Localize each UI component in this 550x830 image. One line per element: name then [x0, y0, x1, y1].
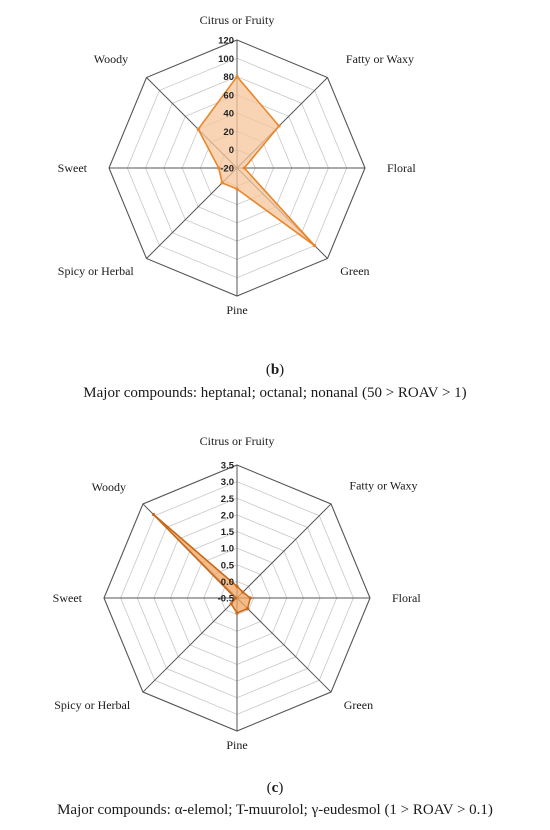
data-point — [235, 611, 238, 614]
axis-label: Sweet — [57, 161, 87, 175]
data-point — [313, 244, 316, 247]
data-point — [221, 181, 224, 184]
caption-letter-c: (c) — [266, 780, 284, 796]
tick-label: 80 — [223, 72, 234, 84]
tick-label: 120 — [218, 35, 234, 47]
axis-label: Pine — [226, 738, 248, 752]
tick-label: 2.0 — [220, 510, 234, 522]
tick-label: 1.5 — [220, 527, 234, 538]
axis-label: Fatty or Waxy — [349, 478, 418, 493]
axis-label: Floral — [387, 161, 416, 175]
data-point — [152, 513, 155, 516]
data-series-area — [198, 77, 314, 246]
radar-chart-b — [0, 0, 550, 317]
tick-label: 20 — [223, 126, 234, 138]
axis-label: Spicy or Herbal — [57, 264, 134, 279]
tick-label: 100 — [218, 53, 234, 65]
data-point — [249, 596, 252, 599]
tick-label: -20 — [220, 163, 234, 175]
tick-label: 3.0 — [220, 477, 234, 489]
caption-letter-b: (b) — [265, 362, 285, 378]
axis-label: Citrus or Fruity — [199, 13, 275, 27]
data-point — [241, 591, 244, 594]
tick-label: 40 — [223, 108, 234, 120]
tick-label: 0.0 — [220, 576, 234, 588]
tick-label: -0.5 — [217, 593, 234, 605]
data-point — [234, 596, 237, 599]
tick-label: 60 — [223, 90, 234, 102]
data-point — [243, 166, 246, 169]
data-point — [235, 585, 238, 588]
tick-label: 0.5 — [220, 560, 234, 572]
axis-label: Sweet — [52, 591, 82, 605]
tick-label: 2.5 — [220, 493, 234, 505]
data-point — [235, 187, 238, 190]
axis-label: Floral — [392, 591, 421, 605]
data-point — [235, 75, 238, 78]
tick-label: 1.0 — [220, 543, 234, 555]
axis-label: Woody — [93, 52, 129, 67]
axis-label: Pine — [226, 303, 248, 317]
data-point — [197, 128, 200, 131]
data-point — [246, 607, 249, 610]
tick-label: 0 — [228, 145, 234, 157]
radar-svg-c — [0, 420, 550, 780]
caption-text-c: Major compounds: α-elemol; T-muurolol; γ-eudesmol (1 > ROAV > 0.1) — [57, 802, 493, 818]
axis-label: Spicy or Herbal — [54, 697, 131, 712]
axis-label: Green — [343, 697, 374, 712]
axis-label: Woody — [91, 479, 126, 494]
axis-label: Fatty or Waxy — [345, 52, 415, 67]
radar-chart-c — [0, 420, 550, 775]
axis-label: Green — [340, 264, 370, 279]
data-point — [277, 124, 280, 127]
caption-text-b: Major compounds: heptanal; octanal; nonanal (50 > ROAV > 1) — [83, 385, 467, 401]
radar-svg-b — [0, 0, 550, 340]
tick-label: 3.5 — [220, 460, 234, 472]
axis-label: Citrus or Fruity — [199, 434, 275, 448]
